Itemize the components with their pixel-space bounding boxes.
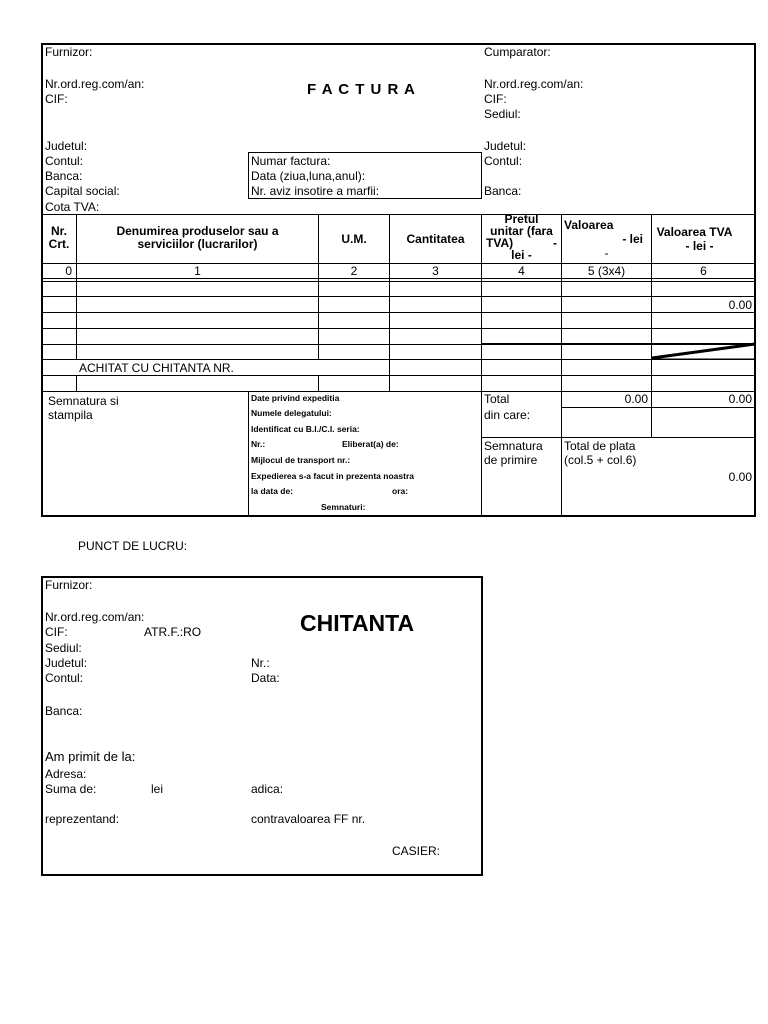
receipt-seat: Sediul:: [45, 641, 82, 655]
receipt-title: CHITANTA: [300, 610, 415, 636]
total-to-pay-label: Total de plata (col.5 + col.6): [564, 439, 637, 467]
col-number: 1: [194, 264, 201, 278]
receipt-signature-label: Semnatura de primire: [484, 439, 543, 467]
col-line: [318, 375, 319, 391]
receipt-supplier-label: Furnizor:: [45, 578, 93, 592]
supplier-account: Contul:: [45, 154, 84, 168]
buyer-label: Cumparator:: [484, 45, 551, 59]
col-number: 4: [518, 264, 525, 278]
receipt-county: Judetul:: [45, 656, 88, 670]
receipt-bank: Banca:: [45, 704, 83, 718]
row-line: [561, 407, 755, 408]
delegate-name: Numele delegatului:: [251, 408, 332, 418]
receipt-counter-value: contravaloarea FF nr.: [251, 812, 366, 826]
receipt-representing: reprezentand:: [45, 812, 120, 826]
invoice-date-field: Data (ziua,luna,anul):: [251, 169, 366, 183]
supplier-bank: Banca:: [45, 169, 83, 183]
receipt-cif-value: ATR.F.:RO: [144, 625, 202, 639]
invoice-notice-field: Nr. aviz insotire a marfii:: [251, 184, 380, 198]
col-line: [76, 375, 77, 391]
receipt-address: Adresa:: [45, 767, 87, 781]
transport-number: Mijlocul de transport nr.:: [251, 455, 351, 465]
row-line: [481, 343, 755, 345]
receipt-account: Contul:: [45, 671, 84, 685]
col-header-name: Denumirea produselor sau a serviciilor (lucrarilor): [116, 224, 279, 251]
supplier-label: Furnizor:: [45, 45, 93, 59]
col-header-qty: Cantitatea: [406, 232, 465, 246]
invoice-title: F A C T U R A: [307, 81, 416, 98]
id-series: Identificat cu B.I./C.I. seria:: [251, 424, 360, 434]
total-value: 0.00: [624, 392, 648, 406]
total-label: Total: [484, 392, 510, 406]
receipt-cashier: CASIER:: [392, 844, 441, 858]
col-header-nr: Nr. Crt.: [48, 224, 70, 251]
col-number: 5 (3x4): [587, 264, 626, 278]
table-top-line: [42, 214, 755, 215]
supplier-vat-rate: Cota TVA:: [45, 200, 100, 214]
buyer-reg: Nr.ord.reg.com/an:: [484, 77, 584, 91]
total-to-pay-value: 0.00: [728, 470, 752, 484]
col-header-value: Valoarea - lei -: [564, 218, 643, 260]
col-number: 0: [65, 264, 72, 278]
invoice-number-field: Numar factura:: [251, 154, 331, 168]
supplier-reg: Nr.ord.reg.com/an:: [45, 77, 145, 91]
buyer-county: Judetul:: [484, 139, 527, 153]
row-line: [42, 359, 755, 360]
of-which-label: din care:: [484, 408, 531, 422]
supplier-capital: Capital social:: [45, 184, 120, 198]
row-line: [42, 296, 755, 297]
receipt-sum: Suma de:: [45, 782, 97, 796]
buyer-seat: Sediul:: [484, 107, 521, 121]
buyer-account: Contul:: [484, 154, 523, 168]
paid-with-receipt: ACHITAT CU CHITANTA NR.: [79, 361, 234, 375]
double-line: [42, 281, 755, 282]
id-number: Nr.:: [251, 439, 266, 449]
dispatch-signatures: Semnaturi:: [321, 502, 366, 512]
col-header-vat: Valoarea TVA - lei -: [656, 225, 733, 253]
col-number: 3: [432, 264, 439, 278]
row-line: [42, 312, 755, 313]
col-header-price: Pretul unitar (fara TVA) - lei -: [486, 212, 557, 262]
col-number: 6: [700, 264, 707, 278]
receipt-reg: Nr.ord.reg.com/an:: [45, 610, 145, 624]
receipt-cif: CIF:: [45, 625, 68, 639]
col-header-um: U.M.: [341, 232, 367, 246]
col-numbers-bottom-line: [42, 278, 755, 279]
receipt-nr: Nr.:: [251, 656, 270, 670]
buyer-cif: CIF:: [484, 92, 507, 106]
supplier-cif: CIF:: [45, 92, 68, 106]
work-point-label: PUNCT DE LUCRU:: [78, 539, 188, 553]
col-number: 2: [350, 264, 358, 278]
row-line: [42, 375, 755, 376]
supplier-county: Judetul:: [45, 139, 88, 153]
dispatch-time: ora:: [392, 486, 409, 496]
row-line: [481, 437, 755, 438]
total-vat-value: 0.00: [728, 392, 752, 406]
dispatch-date: la data de:: [251, 486, 294, 496]
row-line: [42, 328, 755, 329]
row-vat-value: 0.00: [728, 298, 752, 312]
signature-stamp-label: Semnatura si stampila: [48, 394, 119, 422]
buyer-bank: Banca:: [484, 184, 522, 198]
issued-by: Eliberat(a) de:: [342, 439, 399, 449]
receipt-date: Data:: [251, 671, 280, 685]
col-line: [248, 391, 249, 516]
receipt-currency: lei: [151, 782, 164, 796]
row-line: [42, 391, 755, 392]
received-from-label: Am primit de la:: [45, 749, 136, 764]
dispatch-title: Date privind expeditia: [251, 393, 340, 403]
dispatch-presence: Expedierea s-a facut in prezenta noastra: [251, 471, 414, 481]
receipt-namely: adica:: [251, 782, 284, 796]
row-line: [42, 344, 482, 345]
